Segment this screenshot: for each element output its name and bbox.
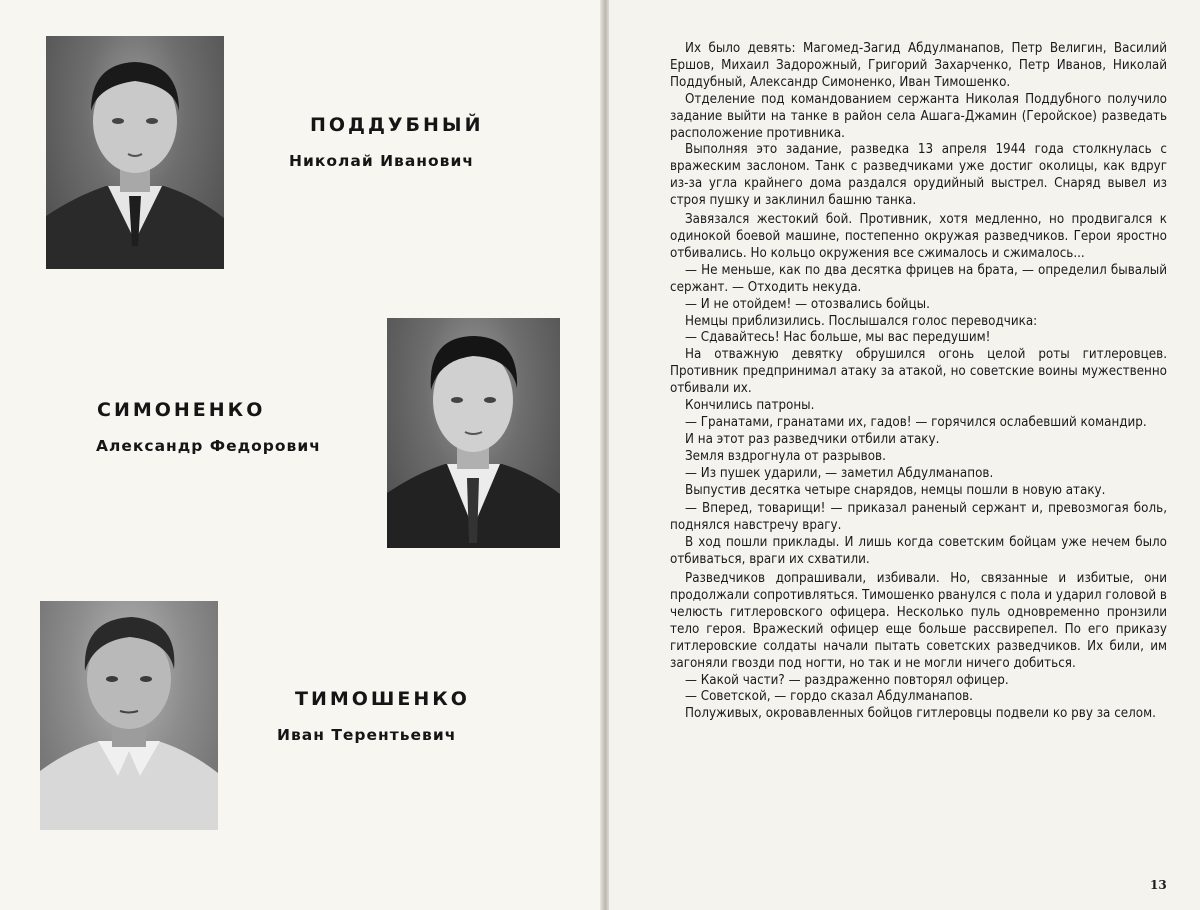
paragraph: Земля вздрогнула от разрывов. xyxy=(685,448,886,464)
paragraph: — Гранатами, гранатами их, гадов! — горячился ослабевший командир. xyxy=(685,414,1147,430)
portrait-figure xyxy=(40,601,218,830)
page-number: 13 xyxy=(1150,878,1167,892)
paragraph: Кончились патроны. xyxy=(685,398,815,414)
paragraph: На отважную девятку обрушился огонь целой роты гитлеровцев. Противник предпринимал атаку за атакой, но советские воины мужественно отбивали их. xyxy=(670,347,1167,397)
hero-given-names: Иван Терентьевич xyxy=(277,726,457,744)
paragraph: В ход пошли приклады. И лишь когда советским бойцам уже нечем было отбиваться, враги их схватили. xyxy=(670,535,1167,568)
paragraph: И на этот раз разведчики отбили атаку. xyxy=(685,431,940,447)
portrait-photo-poddubny xyxy=(46,36,224,269)
paragraph: Полуживых, окровавленных бойцов гитлеровцы подвели ко рву за селом. xyxy=(685,706,1156,722)
paragraph: — Не меньше, как по два десятка фрицев на брата, — определил бывалый сержант. — Отходить некуда. xyxy=(670,262,1167,295)
paragraph: — Сдавайтесь! Нас больше, мы вас передушим! xyxy=(685,330,991,346)
portrait-photo-timoshenko xyxy=(40,601,218,830)
paragraph: Выпустив десятка четыре снарядов, немцы пошли в новую атаку. xyxy=(685,482,1106,498)
hero-surname: СИМОНЕНКО xyxy=(97,399,266,421)
paragraph: Отделение под командованием сержанта Николая Поддубного получило задание выйти на танке в район села Ашага-Джамин (Геройское) разведать расположение противника. xyxy=(670,91,1167,141)
body-text xyxy=(670,41,1167,723)
portrait-photo-simonenko xyxy=(387,318,560,548)
paragraph: — Из пушек ударили, — заметил Абдулманапов. xyxy=(685,465,994,481)
hero-given-names: Николай Иванович xyxy=(289,152,474,170)
hero-surname: ПОДДУБНЫЙ xyxy=(310,114,484,136)
hero-surname: ТИМОШЕНКО xyxy=(295,688,470,710)
portrait-figure xyxy=(46,36,224,269)
paragraph: Выполняя это задание, разведка 13 апреля 1944 года столкнулась с вражеским заслоном. Танк с разведчиками уже достиг околицы, как вдруг из-за угла крайнего дома раздался орудийный выстрел. Снаряд вывел из строя пушку и заклинил башню танка. xyxy=(670,142,1167,209)
paragraph: — Советской, — гордо сказал Абдулманапов. xyxy=(685,689,973,705)
hero-given-names: Александр Федорович xyxy=(96,437,321,455)
paragraph: Немцы приблизились. Послышался голос переводчика: xyxy=(685,313,1038,329)
paragraph: Завязался жестокий бой. Противник, хотя медленно, но продвигался к одинокой боевой машине, постепенно окружая разведчиков. Герои яростно отбивались. Но кольцо окружения все сжималось и сжималось... xyxy=(670,212,1167,261)
paragraph: — И не отойдем! — отозвались бойцы. xyxy=(685,296,930,312)
paragraph: Разведчиков допрашивали, избивали. Но, связанные и избитые, они продолжали сопротивляться. Тимошенко рванулся с пола и ударил головой в челюсть гитлеровского офицера. Несколько пуль одновременно пронзили тело героя. Вражеский офицер еще больше рассвирепел. По его приказу гитлеровские солдаты начали пытать советских разведчиков. Их били, им загоняли гвозди под ногти, но так и не могли ничего добиться. xyxy=(670,571,1167,671)
paragraph: — Какой части? — раздраженно повторял офицер. xyxy=(685,672,1009,688)
paragraph: Их было девять: Магомед-Загид Абдулманапов, Петр Велигин, Василий Ершов, Михаил Задорожный, Григорий Захарченко, Петр Иванов, Николай Поддубный, Александр Симоненко, Иван Тимошенко. xyxy=(670,41,1167,90)
paragraph: — Вперед, товарищи! — приказал раненый сержант и, превозмогая боль, поднялся навстречу врагу. xyxy=(670,501,1167,534)
portrait-figure xyxy=(387,318,560,548)
